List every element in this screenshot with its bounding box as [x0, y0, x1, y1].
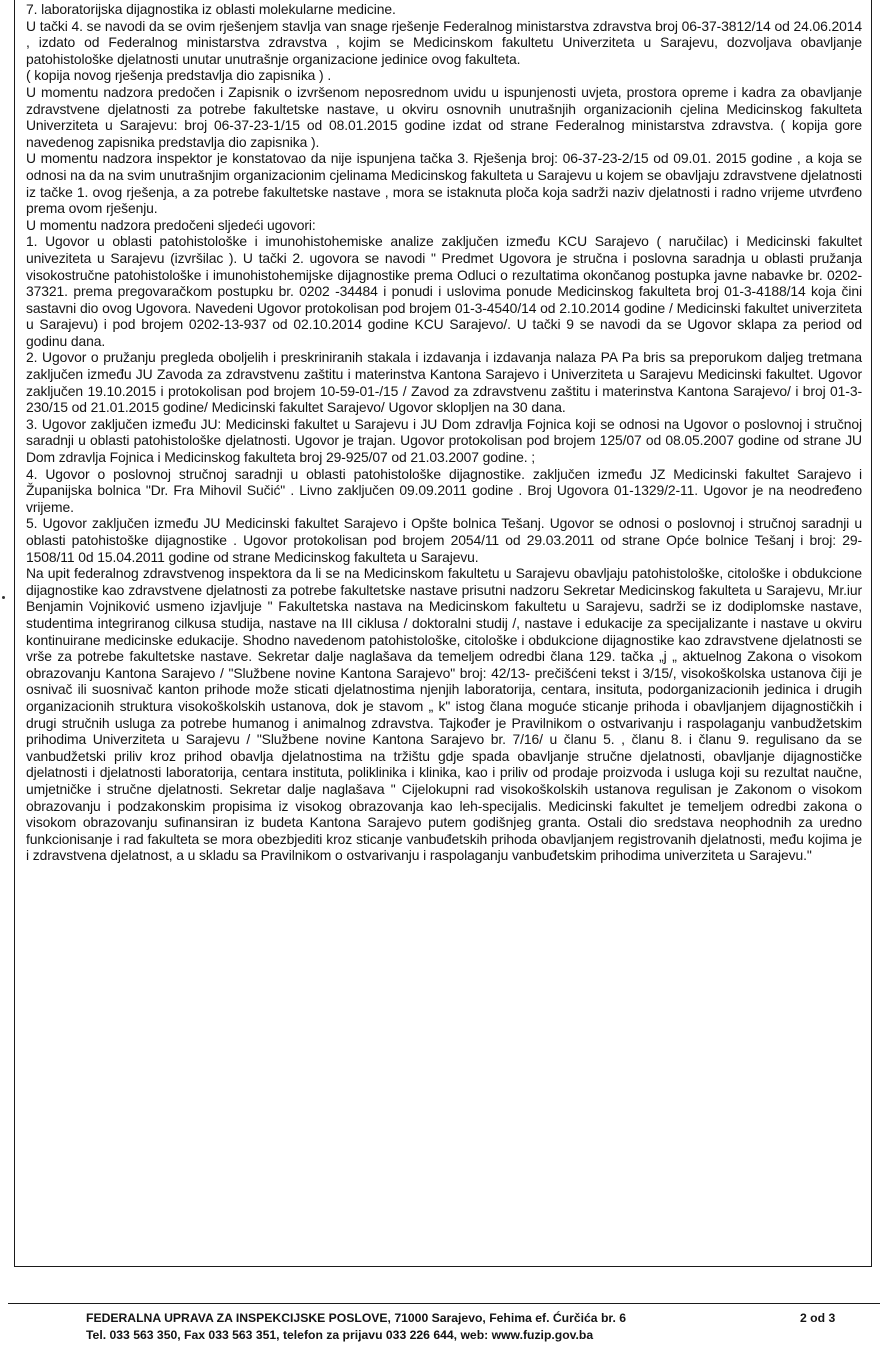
paragraph-item-7: 7. laboratorijska dijagnostika iz oblasti molekularne medicine. — [26, 1, 396, 17]
page-number: 2 od 3 — [800, 1311, 836, 1325]
paragraph-inspector-finding: U momentu nadzora inspektor je konstatovao da nije ispunjena tačka 3. Rješenja broj: 06-37-23-2/15 od 09.01. 2015 godine , a koja se odnosi na da na svim unutrašnjim organizacionim cjelinama Medicinskog fakulteta u Sarajevu u kojem se obavljaju zdravstvene djelatnosti iz tačke 1. ovog rješenja, a za potrebe fakultetske nastave , mora se istaknuta ploča koja sadrži naziv djelatnosti i radno vrijeme utvrđeno prema ovom rješenju. — [26, 150, 862, 217]
paragraph-inspection-record: U momentu nadzora predočen i Zapisnik o izvršenom neposrednom uvidu u ispunjenosti uvjeta, prostora opreme i kadra za obavljanje zdravstvene djelatnosti za potrebe fakultetske nastave, u okviru osnovnih unutrašnjih organizacionih cjelina Medicinskog fakulteta Univerziteta u Sarajevu: broj 06-37-23-1/15 od 08.01.2015 godine izdat od strane Federalnog ministarstva zdravstva. ( kopija gore navedenog zapisnika predstavlja dio zapisnika ). — [26, 83, 862, 150]
paragraph-contracts-intro: U momentu nadzora predočeni sljedeći ugovori: — [26, 216, 316, 233]
contract-item-4: 4. Ugovor o poslovnoj stručnoj saradnji u oblasti patohistološke dijagnostike. zaključen između JZ Medicinski fakultet Sarajevo i Županijska bolnica "Dr. Fra Mihovil Sučić" . Livno zaključen 09.09.2011 godine . Broj Ugovora 01-1329/2-11. Ugovor je na neodređeno vrijeme. — [26, 465, 862, 515]
footer-divider — [8, 1303, 880, 1304]
contract-item-1: 1. Ugovor u oblasti patohistološke i imunohistohemiske analize zaključen između KCU Sarajevo ( naručilac) i Medicinski fakultet univeziteta u Sarajevu (izvršilac ). U tački 2. ugovora se navodi " Predmet Ugovora je stručna i poslovna saradnja u oblasti pružanja visokostručne patohistološke i imunohistohemijske dijagnostike prema Odluci o rezultatima okončanog postupka javne nabavke br. 0202-37321. prema pregovaračkom postupku br. 0202 -34484 i ponudi i uslovima ponude Medicinskog fakulteta broj 01-3-4188/14 koja čini sastavni dio ovog Ugovora. Navedeni Ugovor protokolisan pod brojem 01-3-4540/14 od 2.10.2014 godine / Medicinski fakultet univerziteta u Sarajevu) i pod brojem 0202-13-937 od 02.10.2014 godine KCU Sarajevo/. U tački 9 se navodi da se Ugovor sklapa za period od godinu dana. — [26, 233, 862, 349]
footer-address: FEDERALNA UPRAVA ZA INSPEKCIJSKE POSLOVE, 71000 Sarajevo, Fehima ef. Ćurčića br. 6 — [86, 1311, 627, 1325]
paragraph-copy-note: ( kopija novog rješenja predstavlja dio zapisnika ) . — [26, 67, 332, 84]
paragraph-secretary-statement: Na upit federalnog zdravstvenog inspektora da li se na Medicinskom fakultetu u Sarajevu obavljaju patohistološke, citološke i obdukcione dijagnostike kao zdravstvene djelatnosti za potrebe fakultetske nastave prisutni nadzoru Sekretar Medicinskog fakulteta u Sarajevu, Mr.iur Benjamin Vojniković usmeno izjavljuje " Fakultetska nastava na Medicinskom fakultetu u Sarajevu, sadrži se iz dodiplomske nastave, studentima integriranog cilkusa studija, nastave na III ciklusa / doktoralni studij /, nastave i edukacije za specijalizante i nastave u okviru kontinuirane medicinske edukacije. Shodno navedenom patohistološke, citološke i obdukcione dijagnostike kao zdravstvene djelatnosti se vrše za potrebe fakultetske nastave. Sekretar dalje naglašava da temeljem odredbi člana 129. tačka „j „ aktuelnog Zakona o visokom obrazovanju Kantona Sarajevo / "Službene novine Kantona Sarajevo" broj: 42/13- prečišćeni tekst i 3/15/, visokoškolska ustanova čiji je osnivač ili suosnivač kanton prihode može sticati djelatnostima njenjih laboratorija, centara, insituta, podorganizacionih jedinica i drugih organizacionih struktura visokoškolskih ustanova, dok je stavom „ k" istog člana moguće sticanje prihoda i obavljanjem dijagnostičkih i drugi stručnih usluga za potrebe humanog i animalnog zdravstva. Tajkođer je Pravilnikom o ostvarivanju i raspolaganju vanbudžetskim prihodima Univerziteta u Sarajevu / "Službene novine Kantona Sarajevo br. 7/16/ u članu 5. , članu 8. i članu 9. regulisano da se vanbudžetski priliv kroz prihod obavlja djelatnostima na tržištu gdje spada obavljanje stručne djelatnosti, obavljanje dijagnostičke djelatnosti i djelatnosti laboratorija, centara instituta, poliklinika i klinika, kao i priliv od prodaje proizvoda i usluga koji su rezultat naučne, umjetničke i stručne djelatnosti. Sekretar dalje naglašava " Cijelokupni rad visokoškolskih ustanova regulisan je Zakonom o visokom obrazovanju i podzakonskim propisima iz visokog obrazovanja kao leh-specijalis. Medicinski fakultet je temeljem odredbi zakona o visokom obrazovanju sufinansiran iz budeta Kantona Sarajevo putem godišnjeg granta. Ostali dio sredstava neophodnih za uredno funkcionisanje i rad fakulteta se mora obezbjediti kroz sticanje vanbuđetskih prihoda obavljanjem registrovanih djelatnosti, među kojima je i zdravstvena djelatnost, a u skladu sa Pravilnikom o ostvarivanju i raspolaganju vanbuđetskim prihodima univerziteta u Sarajevu." — [26, 565, 862, 864]
contract-item-3: 3. Ugovor zaključen između JU: Medicinski fakultet u Sarajevu i JU Dom zdravlja Fojnica koji se odnosi na Ugovor o poslovnoj i stručnoj saradnji u oblasti patohistološke djelatnosti. Ugovor je trajan. Ugovor protokolisan pod brojem 125/07 od 08.05.2007 godine od strane JU Dom zdravlja Fojnica i Medicinskog fakulteta broj 29-925/07 od 21.03.2007 godine. ; — [26, 415, 862, 466]
document-body — [14, 0, 872, 1267]
footer-contact: Tel. 033 563 350, Fax 033 563 351, telefon za prijavu 033 226 644, web: www.fuzip.gov.ba — [86, 1328, 594, 1342]
margin-dot — [2, 596, 5, 599]
paragraph-point-4: U tački 4. se navodi da se ovim rješenjem stavlja van snage rješenje Federalnog ministarstva zdravstva broj 06-37-3812/14 od 24.06.2014 , izdato od Federalnog ministarstva zdravstva , kojim se Medicinskom fakultetu Univerziteta u Sarajevu, dozvoljava obavljanje patohistološke djelatnosti unutar unutrašnje organizacione jedinice ovog fakulteta. — [26, 17, 862, 67]
contract-item-5: 5. Ugovor zaključen između JU Medicinski fakultet Sarajevo i Opšte bolnica Tešanj. Ugovor se odnosi o poslovnoj i stručnoj saradnji u oblasti patohistoške dijagnostike . Ugovor protokolisan pod brojem 2054/11 od 29.03.2011 od strane Opće bolnice Tešanj i broj: 29-1508/11 0d 15.04.2011 godine od strane Medicinskog fakulteta u Sarajevu. — [26, 515, 862, 565]
contract-item-2: 2. Ugovor o pružanju pregleda oboljelih i preskriniranih stakala i izdavanja i izdavanja nalaza PA Pa bris sa preporukom daljeg tretmana zaključen između JU Zavoda za zdravstvenu zaštitu i materinstva Kantona Sarajevo i Univerziteta u Sarajevu Medicinski fakultet. Ugovor zaključen 19.10.2015 i protokolisan pod brojem 10-59-01-/15 / Zavod za zdravstvenu zaštitu i materinstva Kantona Sarajevo/ i broj 01-3-230/15 od 21.01.2015 godine/ Medicinski fakultet Sarajevo/ Ugovor sklopljen na 30 dana. — [26, 349, 862, 416]
